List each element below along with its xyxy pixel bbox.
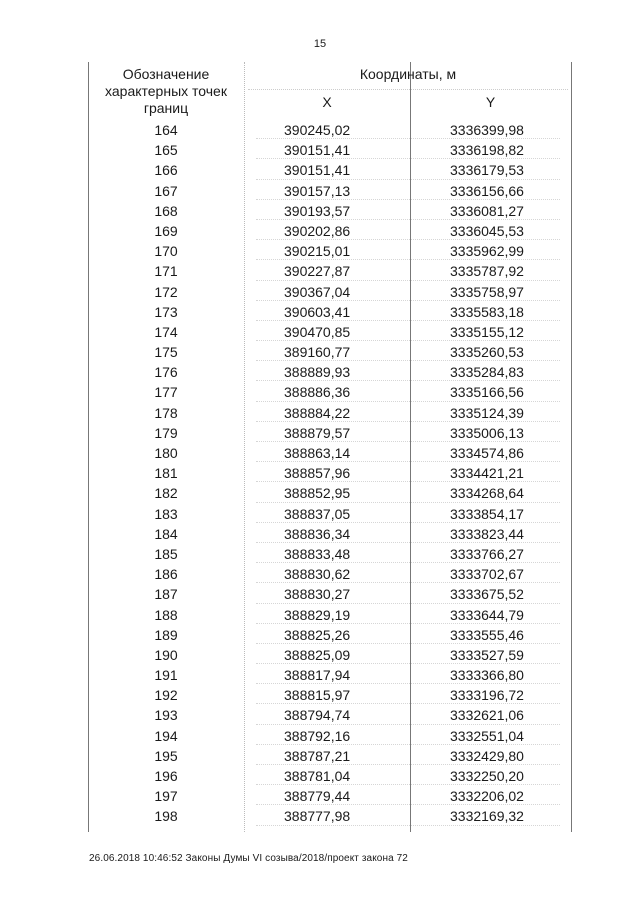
point-id: 172 bbox=[154, 283, 178, 300]
point-id: 191 bbox=[154, 667, 178, 684]
x-coordinate: 388837,05 bbox=[284, 505, 351, 522]
page-number: 15 bbox=[313, 38, 327, 50]
x-coordinate: 390603,41 bbox=[284, 303, 351, 320]
table-row bbox=[88, 342, 572, 362]
point-id: 189 bbox=[154, 626, 178, 643]
point-id: 182 bbox=[154, 485, 178, 502]
point-id: 190 bbox=[154, 646, 178, 663]
x-coordinate: 388825,26 bbox=[284, 626, 351, 643]
point-id: 171 bbox=[154, 263, 178, 280]
y-coordinate: 3335155,12 bbox=[450, 323, 524, 340]
point-id: 183 bbox=[154, 505, 178, 522]
point-id: 164 bbox=[154, 122, 178, 138]
table-row bbox=[88, 443, 572, 463]
x-coordinate: 388829,19 bbox=[284, 606, 351, 623]
table-row bbox=[88, 504, 572, 524]
x-coordinate: 388833,48 bbox=[284, 545, 351, 562]
table-row bbox=[88, 766, 572, 786]
point-id: 174 bbox=[154, 323, 178, 340]
y-coordinate: 3335006,13 bbox=[450, 424, 524, 441]
table-row bbox=[88, 362, 572, 382]
point-id: 197 bbox=[154, 788, 178, 805]
x-coordinate: 390215,01 bbox=[284, 243, 351, 260]
point-id: 186 bbox=[154, 566, 178, 583]
y-coordinate: 3332250,20 bbox=[450, 768, 524, 784]
y-coordinate: 3335284,83 bbox=[450, 364, 524, 381]
point-id: 179 bbox=[154, 424, 178, 441]
header-y: Y bbox=[485, 94, 496, 110]
table-row bbox=[88, 806, 572, 826]
table-row bbox=[88, 463, 572, 483]
x-coordinate: 390151,41 bbox=[284, 162, 351, 179]
point-id: 170 bbox=[154, 243, 178, 260]
table-row bbox=[88, 241, 572, 261]
y-coordinate: 3335260,53 bbox=[450, 344, 524, 361]
x-coordinate: 388857,96 bbox=[284, 465, 351, 482]
table-row bbox=[88, 302, 572, 322]
y-coordinate: 3333702,67 bbox=[450, 566, 524, 583]
y-coordinate: 3332169,32 bbox=[450, 808, 524, 825]
y-coordinate: 3333555,46 bbox=[450, 626, 524, 643]
table-row bbox=[88, 181, 572, 201]
x-coordinate: 390193,57 bbox=[284, 202, 351, 219]
table-row bbox=[88, 483, 572, 503]
table-row bbox=[88, 201, 572, 221]
point-id: 173 bbox=[154, 303, 178, 320]
point-id: 181 bbox=[154, 465, 178, 482]
point-id: 184 bbox=[154, 525, 178, 542]
y-coordinate: 3335758,97 bbox=[450, 283, 524, 300]
x-coordinate: 388836,34 bbox=[284, 525, 351, 542]
table-row bbox=[88, 261, 572, 281]
y-coordinate: 3334268,64 bbox=[450, 485, 524, 502]
point-id: 198 bbox=[154, 808, 178, 825]
point-id: 169 bbox=[154, 222, 178, 239]
x-coordinate: 388792,16 bbox=[284, 727, 351, 744]
x-coordinate: 390151,41 bbox=[284, 142, 351, 159]
y-coordinate: 3334421,21 bbox=[450, 465, 524, 482]
y-coordinate: 3335962,99 bbox=[450, 243, 524, 260]
y-coordinate: 3333366,80 bbox=[450, 667, 524, 684]
point-id: 188 bbox=[154, 606, 178, 623]
point-id: 196 bbox=[154, 768, 178, 784]
point-id: 192 bbox=[154, 687, 178, 704]
y-coordinate: 3333527,59 bbox=[450, 646, 524, 663]
y-coordinate: 3334574,86 bbox=[450, 445, 524, 461]
x-coordinate: 388817,94 bbox=[284, 667, 351, 684]
table-row bbox=[88, 645, 572, 665]
table-row bbox=[88, 221, 572, 241]
x-coordinate: 390245,02 bbox=[284, 122, 351, 138]
point-id: 176 bbox=[154, 364, 178, 381]
point-id: 177 bbox=[154, 384, 178, 401]
x-coordinate: 388830,27 bbox=[284, 586, 351, 603]
point-id: 195 bbox=[154, 747, 178, 764]
y-coordinate: 3332206,02 bbox=[450, 788, 524, 805]
y-coordinate: 3336045,53 bbox=[450, 222, 524, 239]
table-row bbox=[88, 625, 572, 645]
y-coordinate: 3336198,82 bbox=[450, 142, 524, 159]
table-row bbox=[88, 605, 572, 625]
coordinates-table bbox=[88, 62, 572, 832]
point-id: 185 bbox=[154, 545, 178, 562]
table-row bbox=[88, 524, 572, 544]
x-coordinate: 388781,04 bbox=[284, 768, 351, 784]
y-coordinate: 3332621,06 bbox=[450, 707, 524, 724]
y-coordinate: 3333644,79 bbox=[450, 606, 524, 623]
point-id: 193 bbox=[154, 707, 178, 724]
x-coordinate: 388787,21 bbox=[284, 747, 351, 764]
header-divider bbox=[248, 89, 568, 90]
x-coordinate: 390157,13 bbox=[284, 182, 351, 199]
table-row bbox=[88, 564, 572, 584]
y-coordinate: 3333854,17 bbox=[450, 505, 524, 522]
y-coordinate: 3332429,80 bbox=[450, 747, 524, 764]
x-coordinate: 388886,36 bbox=[284, 384, 351, 401]
x-coordinate: 388830,62 bbox=[284, 566, 351, 583]
y-coordinate: 3333766,27 bbox=[450, 545, 524, 562]
y-coordinate: 3335124,39 bbox=[450, 404, 524, 421]
x-coordinate: 388794,74 bbox=[284, 707, 351, 724]
table-row bbox=[88, 786, 572, 806]
x-coordinate: 389160,77 bbox=[284, 344, 351, 361]
table-row bbox=[88, 705, 572, 725]
y-coordinate: 3333196,72 bbox=[450, 687, 524, 704]
y-coordinate: 3335787,92 bbox=[450, 263, 524, 280]
table-row bbox=[88, 140, 572, 160]
x-coordinate: 390227,87 bbox=[284, 263, 351, 280]
table-body bbox=[88, 120, 572, 827]
y-coordinate: 3335583,18 bbox=[450, 303, 524, 320]
table-row bbox=[88, 726, 572, 746]
table-row bbox=[88, 423, 572, 443]
x-coordinate: 388889,93 bbox=[284, 364, 351, 381]
table-row bbox=[88, 322, 572, 342]
y-coordinate: 3336081,27 bbox=[450, 202, 524, 219]
point-id: 175 bbox=[154, 344, 178, 361]
y-coordinate: 3336399,98 bbox=[450, 122, 524, 138]
point-id: 178 bbox=[154, 404, 178, 421]
x-coordinate: 388825,09 bbox=[284, 646, 351, 663]
x-coordinate: 388863,14 bbox=[284, 445, 351, 461]
y-coordinate: 3332551,04 bbox=[450, 727, 524, 744]
header-coordinates: Координаты, м bbox=[359, 66, 457, 82]
point-id: 168 bbox=[154, 202, 178, 219]
y-coordinate: 3336156,66 bbox=[450, 182, 524, 199]
y-coordinate: 3333823,44 bbox=[450, 525, 524, 542]
table-row bbox=[88, 282, 572, 302]
y-coordinate: 3333675,52 bbox=[450, 586, 524, 603]
y-coordinate: 3335166,56 bbox=[450, 384, 524, 401]
table-row bbox=[88, 160, 572, 180]
x-coordinate: 388777,98 bbox=[284, 808, 351, 825]
table-row bbox=[88, 584, 572, 604]
table-row bbox=[88, 403, 572, 423]
x-coordinate: 388852,95 bbox=[284, 485, 351, 502]
table-row bbox=[88, 665, 572, 685]
x-coordinate: 388779,44 bbox=[284, 788, 351, 805]
table-row bbox=[88, 120, 572, 140]
x-coordinate: 390367,04 bbox=[284, 283, 351, 300]
header-x: X bbox=[322, 94, 332, 110]
table-row bbox=[88, 685, 572, 705]
x-coordinate: 388879,57 bbox=[284, 424, 351, 441]
x-coordinate: 388815,97 bbox=[284, 687, 351, 704]
y-coordinate: 3336179,53 bbox=[450, 162, 524, 179]
header-point-designation: Обозначение характерных точек границ bbox=[105, 66, 227, 116]
point-id: 167 bbox=[154, 182, 178, 199]
table-row bbox=[88, 746, 572, 766]
point-id: 194 bbox=[154, 727, 178, 744]
x-coordinate: 388884,22 bbox=[284, 404, 351, 421]
x-coordinate: 390202,86 bbox=[284, 222, 351, 239]
table-row bbox=[88, 544, 572, 564]
point-id: 166 bbox=[154, 162, 178, 179]
table-row bbox=[88, 382, 572, 402]
point-id: 180 bbox=[154, 445, 178, 461]
document-footer: 26.06.2018 10:46:52 Законы Думы VI созыва/2018/проект закона 72 bbox=[89, 853, 408, 864]
point-id: 187 bbox=[154, 586, 178, 603]
point-id: 165 bbox=[154, 142, 178, 159]
x-coordinate: 390470,85 bbox=[284, 323, 351, 340]
